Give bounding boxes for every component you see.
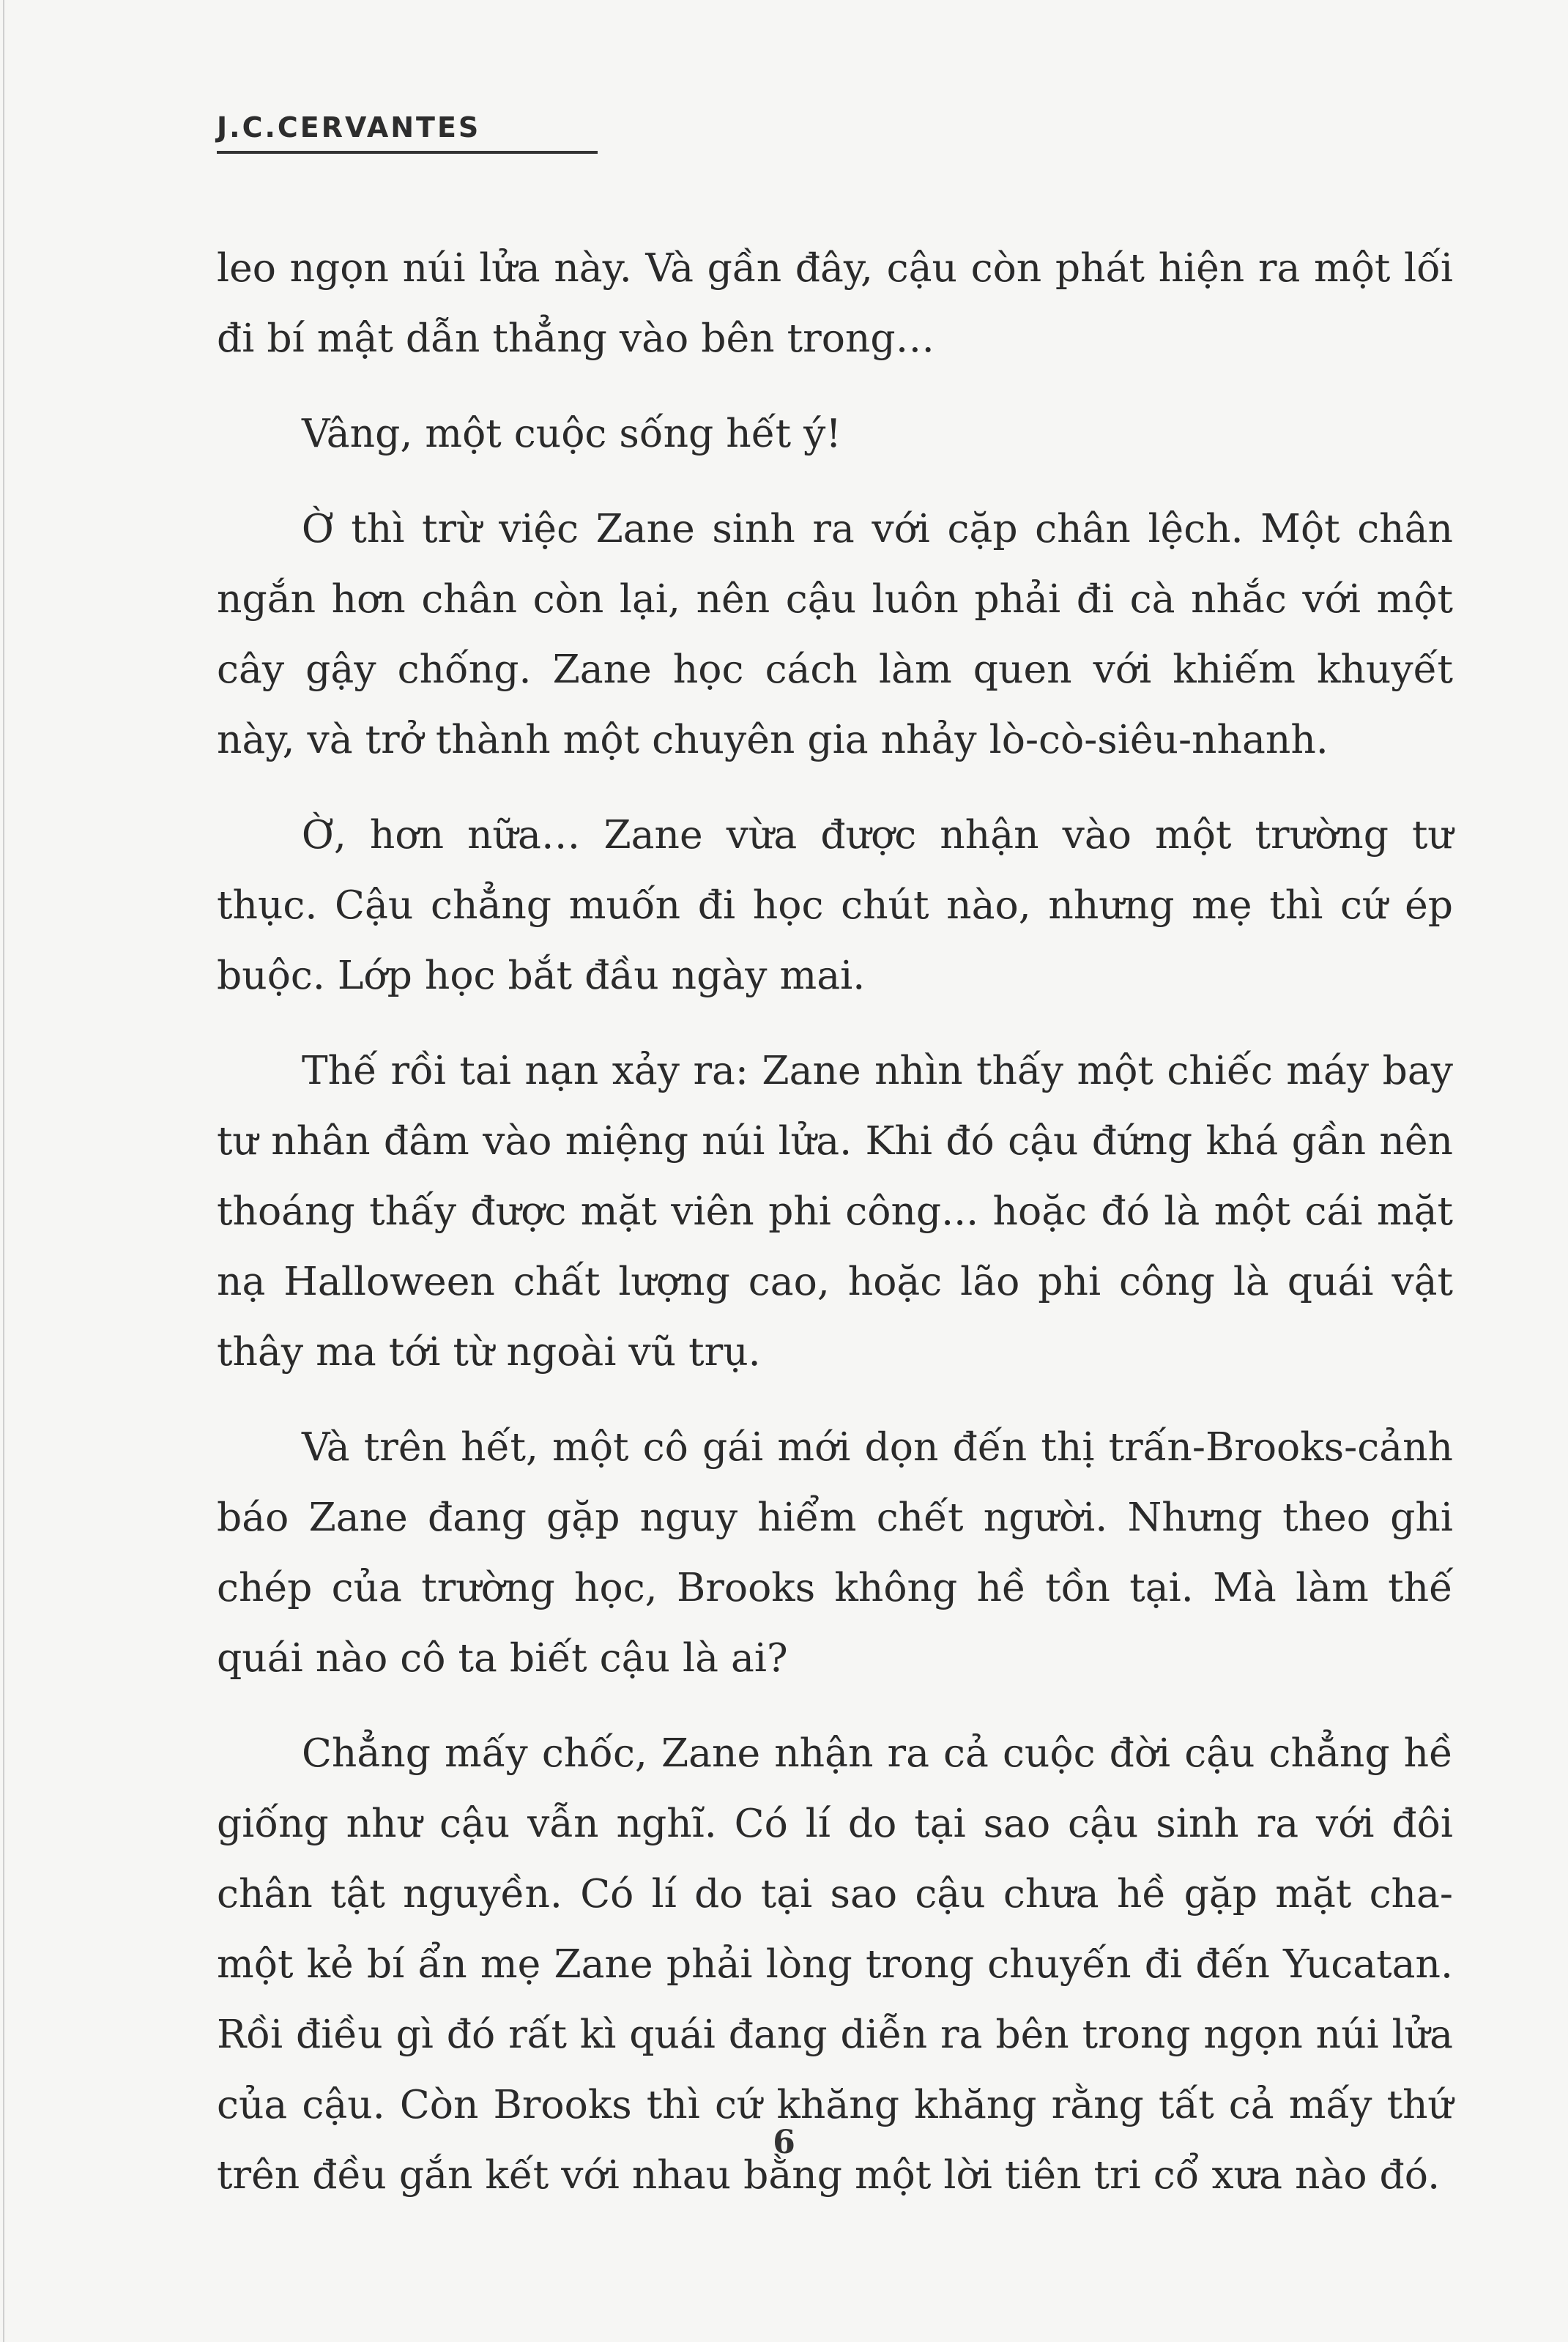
paragraph-5: Thế rồi tai nạn xảy ra: Zane nhìn thấy một chiếc máy bay tư nhân đâm vào miệng núi lửa. Khi đó cậu đứng khá gần nên thoáng thấy được mặt viên phi công... hoặc đó là một cái mặt nạ Halloween chất lượng cao, hoặc lão phi công là quái vật thây ma tới từ ngoài vũ trụ. xyxy=(217,1047,1453,1375)
paragraph-6: Và trên hết, một cô gái mới dọn đến thị trấn-Brooks-cảnh báo Zane đang gặp nguy hiểm chết người. Nhưng theo ghi chép của trường học, Brooks không hề tồn tại. Mà làm thế quái nào cô ta biết cậu là ai? xyxy=(217,1424,1453,1681)
paragraph-1: leo ngọn núi lửa này. Và gần đây, cậu còn phát hiện ra một lối đi bí mật dẫn thẳng vào bên trong… xyxy=(217,245,1453,361)
paragraph-2: Vâng, một cuộc sống hết ý! xyxy=(302,410,841,456)
header-rule xyxy=(217,151,598,154)
running-head-author: J.C.CERVANTES xyxy=(217,111,481,144)
paragraph-3: Ờ thì trừ việc Zane sinh ra với cặp chân lệch. Một chân ngắn hơn chân còn lại, nên cậu luôn phải đi cà nhắc với một cây gậy chống. Zane học cách làm quen với khiếm khuyết này, và trở thành một chuyên gia nhảy lò-cò-siêu-nhanh. xyxy=(217,505,1453,762)
body-text xyxy=(217,233,1453,2235)
paragraph-7: Chẳng mấy chốc, Zane nhận ra cả cuộc đời cậu chẳng hề giống như cậu vẫn nghĩ. Có lí do tại sao cậu sinh ra với đôi chân tật nguyền. Có lí do tại sao cậu chưa hề gặp mặt cha-một kẻ bí ẩn mẹ Zane phải lòng trong chuyến đi đến Yucatan. Rồi điều gì đó rất kì quái đang diễn ra bên trong ngọn núi lửa của cậu. Còn Brooks thì cứ khăng khăng rằng tất cả mấy thứ trên đều gắn kết với nhau bằng một lời tiên tri cổ xưa nào đó. xyxy=(217,1730,1453,2198)
page-number: 6 xyxy=(773,2124,795,2161)
page-edge-line xyxy=(3,0,4,2342)
paragraph-4: Ờ, hơn nữa… Zane vừa được nhận vào một trường tư thục. Cậu chẳng muốn đi học chút nào, nhưng mẹ thì cứ ép buộc. Lớp học bắt đầu ngày mai. xyxy=(217,811,1453,998)
